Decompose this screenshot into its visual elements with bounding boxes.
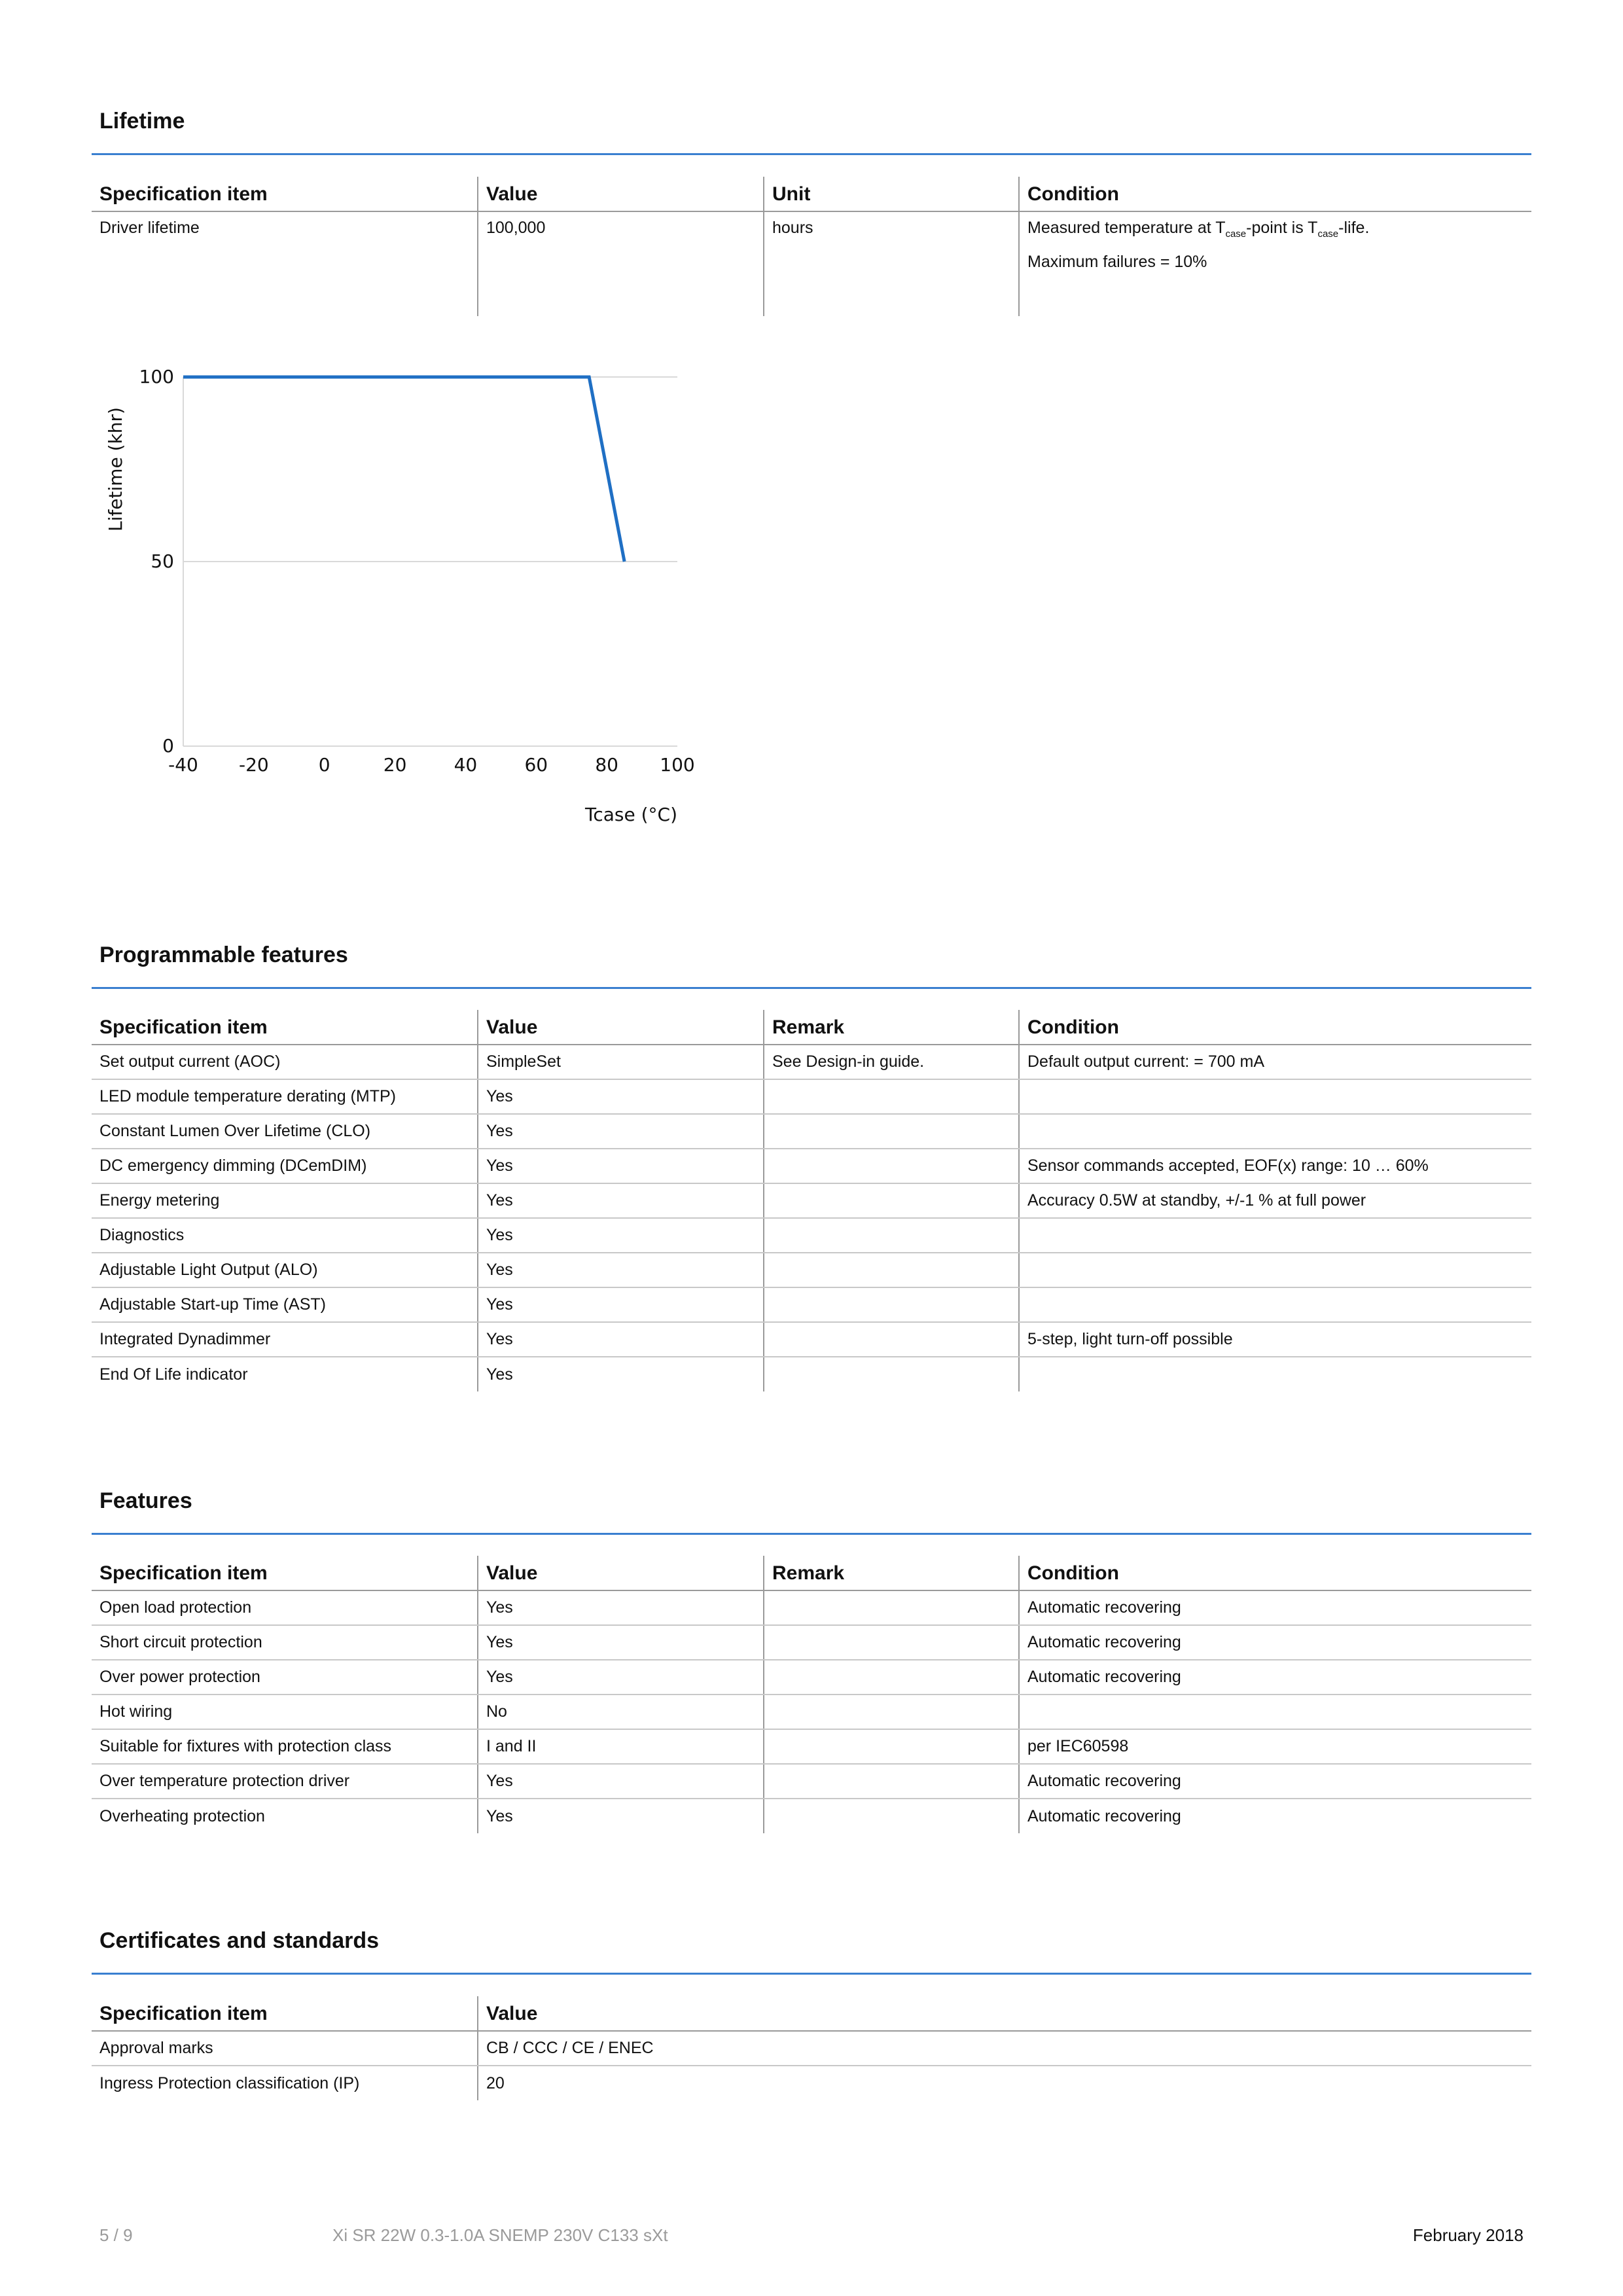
x-tick-label: 0 <box>318 754 330 776</box>
spec-item-cell: Approval marks <box>92 2031 478 2066</box>
table-row <box>92 1322 1531 1357</box>
table-header-row <box>92 1556 1531 1590</box>
value-cell: Yes <box>478 1149 764 1183</box>
remark-cell <box>764 1660 1019 1695</box>
x-tick-label: 100 <box>660 754 695 776</box>
programmable-section-rule <box>92 987 1531 989</box>
condition-subscript: case <box>1225 228 1247 240</box>
spec-item-cell: Adjustable Start-up Time (AST) <box>92 1287 478 1322</box>
spec-item-cell: Set output current (AOC) <box>92 1045 478 1079</box>
x-tick-label: 80 <box>595 754 618 776</box>
value-cell: Yes <box>478 1322 764 1357</box>
footer-product-name: Xi SR 22W 0.3-1.0A SNEMP 230V C133 sXt <box>332 2225 668 2245</box>
lifetime-section-rule <box>92 153 1531 155</box>
remark-cell <box>764 1183 1019 1218</box>
table-header-row <box>92 1010 1531 1045</box>
condition-cell <box>1019 1357 1531 1391</box>
table-row <box>92 1079 1531 1114</box>
remark-cell <box>764 1695 1019 1729</box>
value-cell: CB / CCC / CE / ENEC <box>478 2031 1531 2066</box>
remark-cell <box>764 1149 1019 1183</box>
footer-date: February 2018 <box>1412 2225 1524 2245</box>
unit-cell: hours <box>764 211 1019 316</box>
features-section-title: Features <box>99 1488 192 1513</box>
condition-cell: Accuracy 0.5W at standby, +/-1 % at full power <box>1019 1183 1531 1218</box>
remark-cell <box>764 1357 1019 1391</box>
lifetime-chart-svg <box>98 353 700 838</box>
condition-cell: Automatic recovering <box>1019 1590 1531 1625</box>
x-tick-label: 60 <box>524 754 548 776</box>
header-condition: Condition <box>1019 177 1531 211</box>
value-cell: No <box>478 1695 764 1729</box>
value-cell: SimpleSet <box>478 1045 764 1079</box>
table-row <box>92 1660 1531 1695</box>
x-tick-label: -40 <box>168 754 198 776</box>
lifetime-chart <box>98 353 700 838</box>
table-row <box>92 1799 1531 1833</box>
y-tick-label: 50 <box>151 550 174 572</box>
y-tick-label: 100 <box>139 366 174 387</box>
header-value: Value <box>478 1010 764 1045</box>
programmable-section-title: Programmable features <box>99 942 348 967</box>
footer-page-number: 5 / 9 <box>99 2225 133 2245</box>
value-cell: 20 <box>478 2066 1531 2100</box>
condition-line-2: Maximum failures = 10% <box>1027 253 1207 271</box>
value-cell: Yes <box>478 1253 764 1287</box>
header-specification-item: Specification item <box>92 1010 478 1045</box>
x-tick-label: 20 <box>383 754 407 776</box>
spec-item-cell: Hot wiring <box>92 1695 478 1729</box>
remark-cell <box>764 1287 1019 1322</box>
value-cell: Yes <box>478 1590 764 1625</box>
table-row <box>92 1357 1531 1391</box>
remark-cell <box>764 1114 1019 1149</box>
spec-item-cell: Open load protection <box>92 1590 478 1625</box>
series-line <box>183 377 624 562</box>
spec-item-cell: LED module temperature derating (MTP) <box>92 1079 478 1114</box>
x-axis-label: Tcase (°C) <box>584 804 677 825</box>
spec-item-cell: Constant Lumen Over Lifetime (CLO) <box>92 1114 478 1149</box>
condition-subscript: case <box>1317 228 1339 240</box>
condition-cell: 5-step, light turn-off possible <box>1019 1322 1531 1357</box>
condition-cell: Automatic recovering <box>1019 1625 1531 1660</box>
table-row <box>92 1253 1531 1287</box>
condition-cell <box>1019 1287 1531 1322</box>
table-row <box>92 2031 1531 2066</box>
certificates-section-title: Certificates and standards <box>99 1928 380 1953</box>
features-section-rule <box>92 1533 1531 1535</box>
remark-cell <box>764 1625 1019 1660</box>
spec-item-cell: Over temperature protection driver <box>92 1764 478 1799</box>
value-cell: I and II <box>478 1729 764 1764</box>
header-remark: Remark <box>764 1556 1019 1590</box>
condition-cell <box>1019 211 1531 316</box>
value-cell: Yes <box>478 1287 764 1322</box>
y-tick-label: 0 <box>162 735 174 757</box>
table-row <box>92 1695 1531 1729</box>
spec-item-cell: DC emergency dimming (DCemDIM) <box>92 1149 478 1183</box>
condition-text: -life. <box>1338 219 1370 237</box>
value-cell: Yes <box>478 1357 764 1391</box>
condition-cell <box>1019 1079 1531 1114</box>
table-row <box>92 1218 1531 1253</box>
lifetime-table <box>92 177 1531 316</box>
header-specification-item: Specification item <box>92 1556 478 1590</box>
condition-cell <box>1019 1114 1531 1149</box>
value-cell: Yes <box>478 1764 764 1799</box>
spec-item-cell: Energy metering <box>92 1183 478 1218</box>
value-cell: Yes <box>478 1218 764 1253</box>
remark-cell <box>764 1079 1019 1114</box>
header-specification-item: Specification item <box>92 177 478 211</box>
header-condition: Condition <box>1019 1010 1531 1045</box>
features-table <box>92 1556 1531 1833</box>
remark-cell <box>764 1590 1019 1625</box>
condition-cell <box>1019 1218 1531 1253</box>
table-header-row <box>92 177 1531 211</box>
remark-cell <box>764 1253 1019 1287</box>
table-row <box>92 1729 1531 1764</box>
spec-item-cell: Driver lifetime <box>99 219 200 237</box>
remark-cell: See Design-in guide. <box>764 1045 1019 1079</box>
spec-item-cell: Short circuit protection <box>92 1625 478 1660</box>
spec-item-cell: Diagnostics <box>92 1218 478 1253</box>
spec-item-cell: Integrated Dynadimmer <box>92 1322 478 1357</box>
condition-text: Measured temperature at T <box>1027 219 1226 237</box>
header-value: Value <box>478 1996 1531 2031</box>
header-specification-item: Specification item <box>92 1996 478 2031</box>
x-tick-label: 40 <box>454 754 478 776</box>
remark-cell <box>764 1322 1019 1357</box>
table-row <box>92 1590 1531 1625</box>
spec-item-cell: Overheating protection <box>99 1806 265 1825</box>
spec-item-cell: Adjustable Light Output (ALO) <box>92 1253 478 1287</box>
remark-cell <box>764 1218 1019 1253</box>
header-condition: Condition <box>1019 1556 1531 1590</box>
table-row <box>92 2066 1531 2100</box>
condition-cell: Default output current: = 700 mA <box>1019 1045 1531 1079</box>
table-header-row <box>92 1996 1531 2031</box>
value-cell: 100,000 <box>478 211 764 316</box>
value-cell: Yes <box>478 1799 764 1833</box>
table-row <box>92 211 1531 316</box>
x-tick-label: -20 <box>238 754 269 776</box>
condition-line-1 <box>1027 219 1524 240</box>
y-axis-label: Lifetime (khr) <box>105 407 126 531</box>
remark-cell <box>764 1799 1019 1833</box>
condition-cell <box>1019 1695 1531 1729</box>
condition-cell: per IEC60598 <box>1019 1729 1531 1764</box>
condition-cell: Automatic recovering <box>1019 1764 1531 1799</box>
value-cell: Yes <box>478 1114 764 1149</box>
table-row <box>92 1149 1531 1183</box>
condition-text: -point is T <box>1246 219 1318 237</box>
condition-cell: Sensor commands accepted, EOF(x) range: 10 … 60% <box>1019 1149 1531 1183</box>
certificates-table <box>92 1996 1531 2100</box>
table-row <box>92 1114 1531 1149</box>
spec-item-cell: Suitable for fixtures with protection class <box>92 1729 478 1764</box>
value-cell: Yes <box>478 1660 764 1695</box>
spec-item-cell: Ingress Protection classification (IP) <box>99 2073 360 2092</box>
header-value: Value <box>478 177 764 211</box>
header-remark: Remark <box>764 1010 1019 1045</box>
remark-cell <box>764 1729 1019 1764</box>
spec-item-cell: End Of Life indicator <box>99 1365 248 1384</box>
table-row <box>92 1183 1531 1218</box>
remark-cell <box>764 1764 1019 1799</box>
value-cell: Yes <box>478 1183 764 1218</box>
table-row <box>92 1625 1531 1660</box>
value-cell: Yes <box>478 1079 764 1114</box>
spec-item-cell: Over power protection <box>92 1660 478 1695</box>
lifetime-section-title: Lifetime <box>99 109 185 134</box>
condition-cell: Automatic recovering <box>1019 1660 1531 1695</box>
table-row <box>92 1045 1531 1079</box>
programmable-features-table <box>92 1010 1531 1391</box>
certificates-section-rule <box>92 1973 1531 1975</box>
condition-cell <box>1019 1253 1531 1287</box>
header-unit: Unit <box>764 177 1019 211</box>
table-row <box>92 1764 1531 1799</box>
value-cell: Yes <box>478 1625 764 1660</box>
header-value: Value <box>478 1556 764 1590</box>
table-row <box>92 1287 1531 1322</box>
condition-cell: Automatic recovering <box>1019 1799 1531 1833</box>
